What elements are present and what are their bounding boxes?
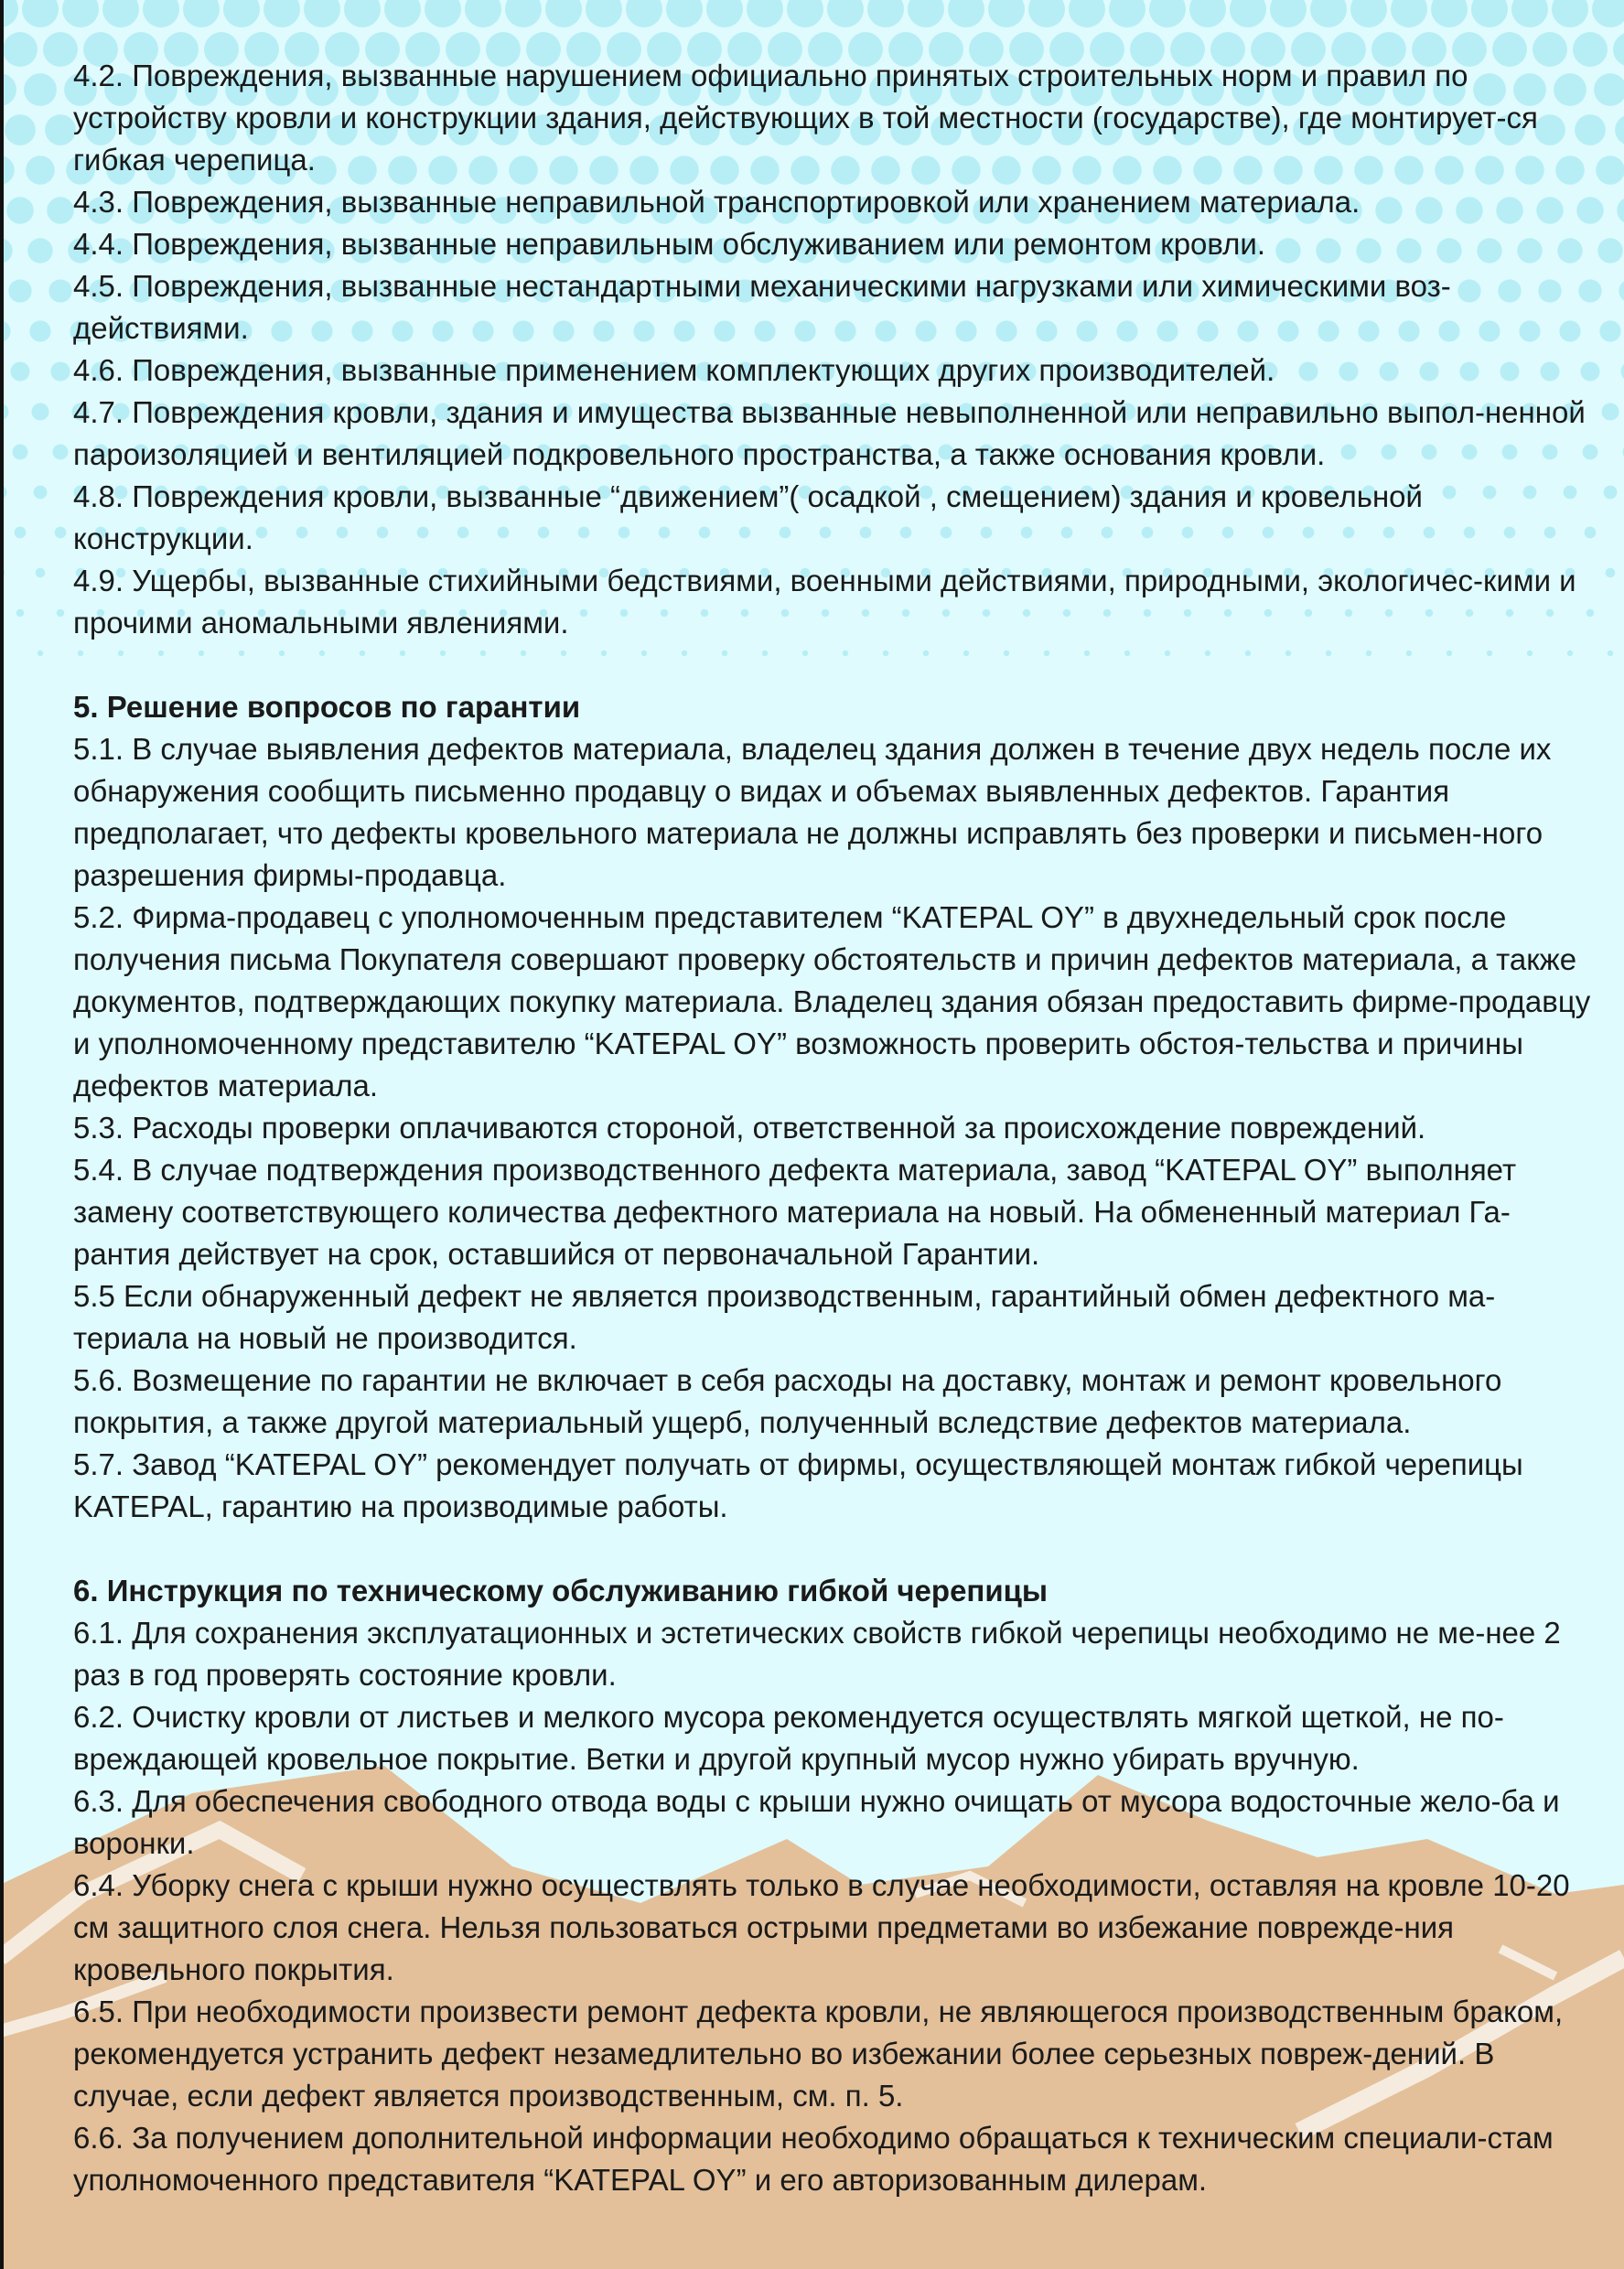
paragraph-4-3: 4.3. Повреждения, вызванные неправильной транспортировкой или хранением материала. — [73, 185, 1361, 219]
section-spacer — [73, 644, 1592, 686]
dot — [1599, 320, 1620, 341]
paragraph-4-5: 4.5. Повреждения, вызванные нестандартными механическими нагрузками или химическими воз-действиями. — [73, 269, 1451, 345]
section-4-list — [73, 55, 1592, 644]
dot — [10, 361, 29, 381]
paragraph-5-3: 5.3. Расходы проверки оплачиваются стороной, ответственной за происхождение повреждений. — [73, 1111, 1426, 1145]
paragraph-5-1: 5.1. В случае выявления дефектов материала, владелец здания должен в течение двух недель после их обнаружения сообщить письменно продавцу о видах и объемах выявленных дефектов. Гарантия предполагает, что дефекты кровельного материала не должны исправлять без проверки и письмен-ного разрешения фирмы-продавца. — [73, 732, 1552, 892]
dot — [1608, 651, 1613, 656]
dot — [47, 197, 74, 224]
paragraph-5-4: 5.4. В случае подтверждения производственного дефекта материала, завод “KATEPAL OY” выполняет замену соответствующего количества дефектного материала на новый. На обмененный материал Га-рантия действует на срок, оставшийся от первоначальной Гарантии. — [73, 1153, 1517, 1271]
dot — [55, 527, 67, 539]
dot — [26, 156, 55, 185]
paragraph-4-6: 4.6. Повреждения, вызванные применением комплектующих других производителей. — [73, 353, 1275, 387]
paragraph-6-1: 6.1. Для сохранения эксплуатационных и эстетических свойств гибкой черепицы необходимо не ме-нее 2 раз в год проверять состояние кровли. — [73, 1616, 1561, 1692]
dot — [1602, 403, 1619, 421]
paragraph-6-4: 6.4. Уборку снега с крыши нужно осуществлять только в случае необходимости, оставляя на кровле 10-20 см защитного слоя снега. Нельзя пользоваться острыми предметами во избежание поврежде-ния кровельного покрытия. — [73, 1868, 1570, 1986]
dot — [32, 403, 49, 421]
dot — [16, 609, 25, 618]
dot — [15, 527, 27, 539]
dot — [27, 238, 52, 263]
dot — [57, 609, 65, 618]
dot — [5, 114, 36, 145]
section-6 — [73, 1570, 1592, 2201]
dot — [8, 279, 31, 302]
section-5 — [73, 686, 1592, 1528]
paragraph-5-6: 5.6. Возмещение по гарантии не включает в себя расходы на доставку, монтаж и ремонт кровельного покрытия, а также другой материальный ущерб, полученный вследствие дефектов материала. — [73, 1363, 1502, 1439]
section-6-heading: 6. Инструкция по техническому обслуживанию гибкой черепицы — [73, 1574, 1049, 1608]
dot — [38, 651, 43, 656]
section-spacer — [73, 1528, 1592, 1570]
dot — [36, 568, 46, 578]
dot — [45, 114, 76, 145]
dot — [53, 445, 69, 460]
paragraph-6-3: 6.3. Для обеспечения свободного отвода воды с крыши нужно очищать от мусора водосточные жело-ба и воронки. — [73, 1784, 1560, 1860]
dot — [48, 279, 71, 302]
paragraph-4-9: 4.9. Ущербы, вызванные стихийными бедствиями, военными действиями, природными, экологичес-кими и прочими аномальными явлениями. — [73, 564, 1576, 640]
dot — [6, 197, 34, 224]
paragraph-4-4: 4.4. Повреждения, вызванные неправильным обслуживанием или ремонтом кровли. — [73, 227, 1266, 261]
dot — [13, 445, 28, 460]
paragraph-4-2: 4.2. Повреждения, вызванные нарушением официально принятых строительных норм и правил по устройству кровли и конструкции здания, действующих в той местности (государстве), где монтирует-ся гибкая черепица. — [73, 59, 1538, 177]
paragraph-4-8: 4.8. Повреждения кровли, вызванные “движением”( осадкой , смещением) здания и кровельной конструкции. — [73, 479, 1423, 555]
paragraph-6-2: 6.2. Очистку кровли от листьев и мелкого мусора рекомендуется осуществлять мягкой щеткой, не по-вреждающей кровельное покрытие. Ветки и другой крупный мусор нужно убирать вручную. — [73, 1700, 1504, 1776]
dot — [50, 361, 70, 381]
left-border-line — [0, 0, 4, 2269]
paragraph-5-7: 5.7. Завод “KATEPAL OY” рекомендует получать от фирмы, осуществляющей монтаж гибкой черепицы KATEPAL, гарантию на производимые работы. — [73, 1447, 1523, 1523]
dot — [24, 73, 57, 106]
paragraph-6-6: 6.6. За получением дополнительной информации необходимо обращаться к техническим специали-стам уполномоченного представителя “KATEPAL OY” и его авторизованным дилерам. — [73, 2121, 1554, 2197]
dot — [3, 32, 38, 67]
dot — [34, 486, 48, 500]
dot — [1606, 568, 1616, 578]
paragraph-6-5: 6.5. При необходимости произвести ремонт дефекта кровли, не являющегося производственным браком, рекомендуется устранить дефект незамедлительно во избежании более серьезных повреж-дений. В случае, если дефект является производственным, см. п. 5. — [73, 1995, 1564, 2113]
paragraph-4-7: 4.7. Повреждения кровли, здания и имущества вызванные невыполненной или неправильно выпол-ненной пароизоляцией и вентиляцией подкровельного пространства, а также основания кровли. — [73, 395, 1586, 471]
section-5-heading: 5. Решение вопросов по гарантии — [73, 690, 581, 724]
paragraph-5-2: 5.2. Фирма-продавец с уполномоченным представителем “KATEPAL OY” в двухнедельный срок после получения письма Покупателя совершают проверку обстоятельств и причин дефектов материала, а также документов, подтверждающих покупку материала. Владелец здания обязан предоставить фирме-продавцу и уполномоченному представителю “KATEPAL OY” возможность проверить обстоя-тельства и причины дефектов материала. — [73, 900, 1591, 1102]
document-body — [73, 55, 1592, 2201]
dot — [1596, 156, 1624, 185]
dot — [1604, 486, 1618, 500]
dot — [1597, 238, 1622, 263]
paragraph-5-5: 5.5 Если обнаруженный дефект не является производственным, гарантийный обмен дефектного ма-териала на новый не производится. — [73, 1279, 1496, 1355]
dot — [29, 320, 50, 341]
